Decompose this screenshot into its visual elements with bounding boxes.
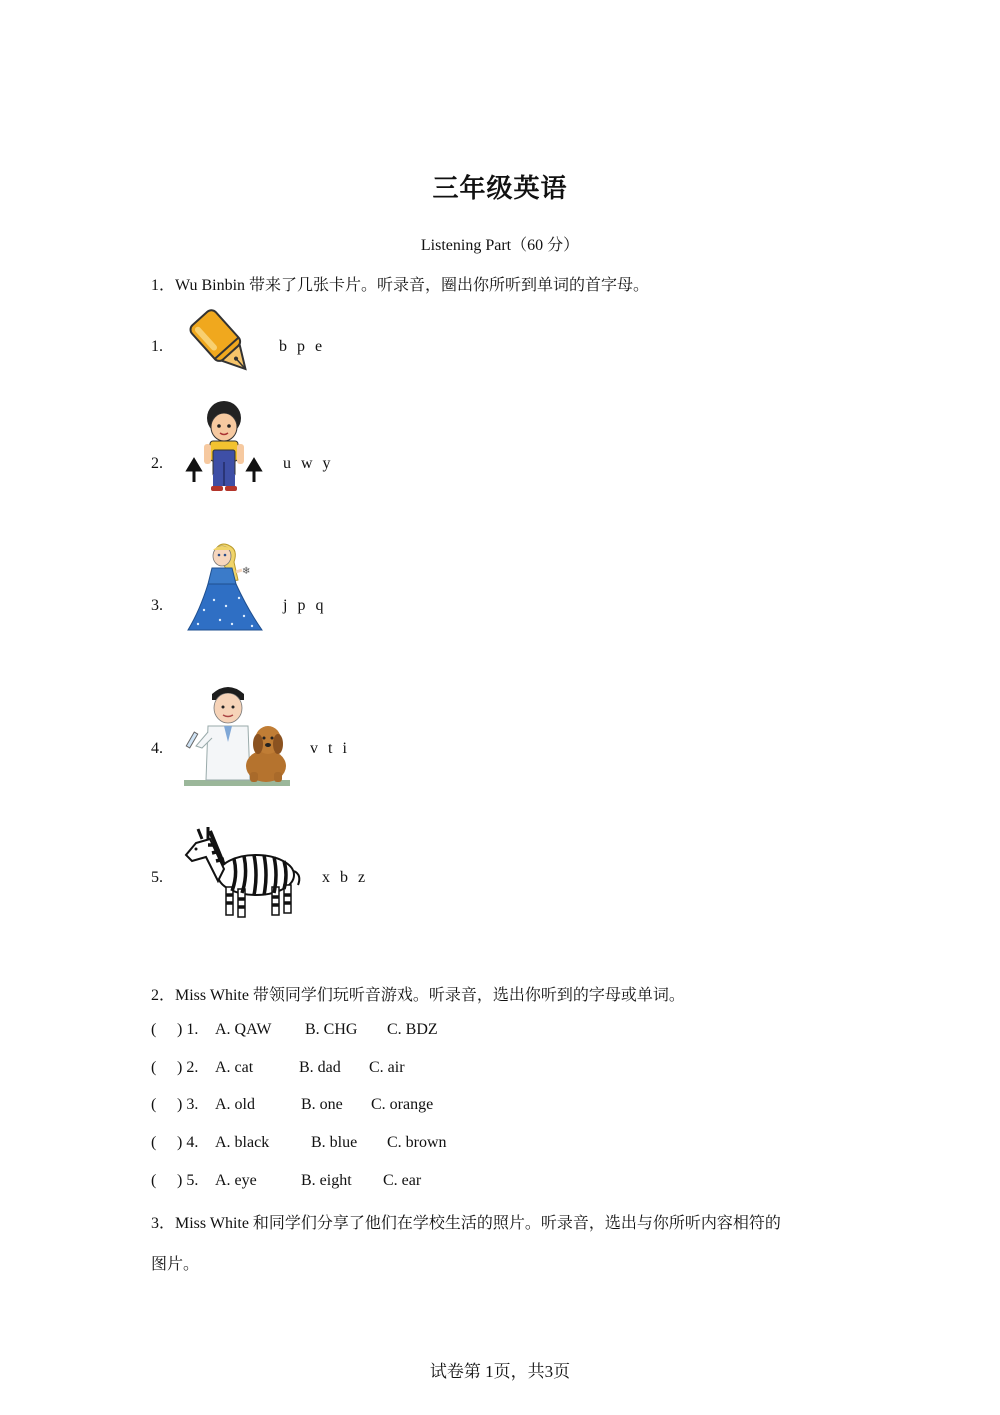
section3-instruction: 3．Miss White 和同学们分享了他们在学校生活的照片。听录音，选出与你所听内容相符的 bbox=[151, 1215, 781, 1232]
option-b[interactable]: B. dad bbox=[299, 1059, 341, 1076]
option-a[interactable]: A. cat bbox=[215, 1059, 254, 1076]
vet-with-dog-icon bbox=[184, 682, 292, 788]
option-b[interactable]: B. blue bbox=[311, 1134, 358, 1151]
item-3-number: 3. bbox=[151, 597, 163, 614]
section2-instruction: 2．Miss White 带领同学们玩听音游戏。听录音，选出你听到的字母或单词。 bbox=[151, 987, 685, 1004]
item-5-letters[interactable]: x b z bbox=[322, 869, 366, 886]
item-3-letters[interactable]: j p q bbox=[283, 597, 324, 614]
option-a[interactable]: A. QAW bbox=[215, 1021, 272, 1038]
option-b[interactable]: B. CHG bbox=[305, 1021, 358, 1038]
question-number: ) 5. bbox=[177, 1172, 199, 1189]
section3-instruction-continued: 图片。 bbox=[151, 1256, 200, 1273]
item-2-number: 2. bbox=[151, 455, 163, 472]
pen-icon bbox=[184, 306, 260, 380]
answer-blank[interactable]: ( bbox=[151, 1134, 157, 1151]
question-row bbox=[151, 1134, 447, 1152]
option-c[interactable]: C. BDZ bbox=[387, 1021, 438, 1038]
queen-icon bbox=[184, 540, 266, 636]
question-row bbox=[151, 1096, 433, 1114]
answer-blank[interactable]: ( bbox=[151, 1172, 157, 1189]
item-4-letters[interactable]: v t i bbox=[310, 740, 347, 757]
page-title: 三年级英语 bbox=[432, 174, 568, 204]
option-a[interactable]: A. old bbox=[215, 1096, 255, 1113]
page-subtitle: Listening Part（60 分） bbox=[420, 237, 580, 254]
option-c[interactable]: C. ear bbox=[383, 1172, 422, 1189]
answer-blank[interactable]: ( bbox=[151, 1021, 157, 1038]
question-number: ) 3. bbox=[177, 1096, 199, 1113]
option-a[interactable]: A. eye bbox=[215, 1172, 257, 1189]
page-footer: 试卷第 1页，共3页 bbox=[429, 1362, 571, 1381]
option-a[interactable]: A. black bbox=[215, 1134, 270, 1151]
option-c[interactable]: C. brown bbox=[387, 1134, 447, 1151]
option-c[interactable]: C. air bbox=[369, 1059, 405, 1076]
zebra-icon bbox=[184, 825, 304, 921]
answer-blank[interactable]: ( bbox=[151, 1096, 157, 1113]
item-2-letters[interactable]: u w y bbox=[283, 455, 331, 472]
question-number: ) 2. bbox=[177, 1059, 199, 1076]
question-row bbox=[151, 1172, 421, 1190]
option-c[interactable]: C. orange bbox=[371, 1096, 434, 1113]
svg-text:❄: ❄ bbox=[242, 566, 251, 577]
question-number: ) 1. bbox=[177, 1021, 199, 1038]
option-b[interactable]: B. eight bbox=[301, 1172, 352, 1189]
item-1-number: 1. bbox=[151, 338, 163, 355]
question-row bbox=[151, 1059, 405, 1077]
item-5-number: 5. bbox=[151, 869, 163, 886]
section1-instruction: 1．Wu Binbin 带来了几张卡片。听录音，圈出你所听到单词的首字母。 bbox=[151, 277, 650, 294]
question-number: ) 4. bbox=[177, 1134, 199, 1151]
item-1-letters[interactable]: b p e bbox=[279, 338, 323, 355]
answer-blank[interactable]: ( bbox=[151, 1059, 157, 1076]
question-row bbox=[151, 1021, 438, 1039]
item-4-number: 4. bbox=[151, 740, 163, 757]
boy-standing-up-icon bbox=[184, 400, 266, 494]
option-b[interactable]: B. one bbox=[301, 1096, 343, 1113]
